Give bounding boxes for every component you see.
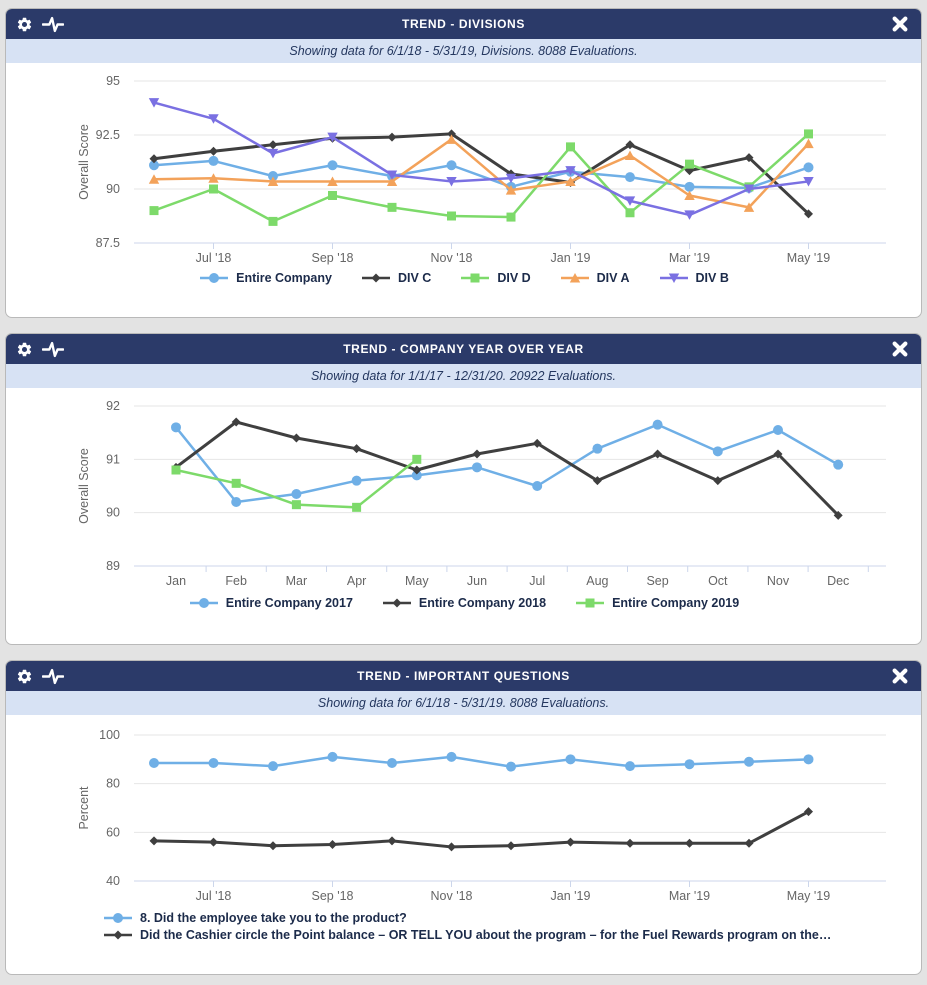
triangle-legend-marker-icon: [559, 271, 591, 285]
svg-text:Apr: Apr: [346, 574, 367, 588]
svg-text:May: May: [404, 574, 429, 588]
panel-header: [6, 661, 921, 691]
svg-text:90: 90: [106, 182, 120, 196]
close-icon[interactable]: [891, 667, 909, 685]
legend-item[interactable]: [198, 271, 332, 285]
circle-legend-marker-icon: [188, 596, 220, 610]
svg-text:Jun: Jun: [466, 574, 488, 588]
legend-label: Entire Company: [236, 271, 332, 285]
important-questions-chart-legend: [102, 911, 921, 942]
svg-text:Feb: Feb: [225, 574, 247, 588]
svg-text:Sep '18: Sep '18: [311, 889, 354, 903]
legend-label: Entire Company 2019: [612, 596, 740, 610]
svg-text:Oct: Oct: [708, 574, 728, 588]
svg-text:92: 92: [106, 399, 120, 413]
svg-text:Mar: Mar: [285, 574, 308, 588]
square-legend-marker-icon: [459, 271, 491, 285]
svg-text:Jan '19: Jan '19: [550, 251, 591, 265]
legend-label: Entire Company 2018: [418, 596, 547, 610]
svg-text:90: 90: [106, 505, 120, 520]
svg-text:Percent: Percent: [77, 786, 91, 830]
circle-legend-marker-icon: [102, 911, 134, 925]
svg-text:Dec: Dec: [827, 574, 850, 588]
panel-subtitle: Showing data for 1/1/17 - 12/31/20. 20922 Evaluations.: [6, 364, 921, 388]
close-icon[interactable]: [891, 15, 909, 33]
activity-icon[interactable]: [42, 668, 64, 685]
legend-item[interactable]: [459, 271, 530, 285]
legend-label: 8. Did the employee take you to the product?: [140, 911, 407, 925]
panel-trend-important-questions: [5, 660, 922, 975]
panel-subtitle: Showing data for 6/1/18 - 5/31/19. 8088 Evaluations.: [6, 691, 921, 715]
svg-text:Jan '19: Jan '19: [550, 889, 591, 903]
series-did-the-cashier-circle-the-point-balance-or-tell-you-about-the-program-for-the-fuel-rewards-program-on-the: [150, 807, 814, 851]
legend-label: DIV C: [397, 271, 432, 285]
svg-text:Jul: Jul: [529, 574, 546, 588]
svg-text:Sep '18: Sep '18: [311, 251, 354, 265]
diamond-legend-marker-icon: [102, 928, 134, 942]
gear-icon[interactable]: [16, 668, 33, 685]
legend-item[interactable]: [102, 928, 831, 942]
triangle-down-legend-marker-icon: [658, 271, 690, 285]
series-entire-company-2019: [172, 455, 422, 512]
year-over-year-trend-chart: [6, 394, 921, 590]
svg-text:May '19: May '19: [786, 889, 831, 903]
svg-text:91: 91: [106, 452, 120, 467]
panel-header: [6, 334, 921, 364]
svg-text:Mar '19: Mar '19: [668, 251, 711, 265]
close-icon[interactable]: [891, 340, 909, 358]
important-questions-trend-chart: [6, 721, 921, 907]
header-icons: [16, 661, 64, 691]
svg-text:Aug: Aug: [586, 574, 609, 588]
svg-text:Nov: Nov: [766, 574, 790, 588]
legend-label: DIV A: [596, 271, 630, 285]
panel-trend-year-over-year: [5, 333, 922, 645]
svg-text:Jul '18: Jul '18: [195, 889, 232, 903]
activity-icon[interactable]: [42, 341, 64, 358]
legend-item[interactable]: [360, 271, 431, 285]
svg-text:Sep: Sep: [646, 574, 669, 588]
svg-text:Jan: Jan: [165, 574, 187, 588]
svg-text:Nov '18: Nov '18: [430, 251, 473, 265]
series-div-b: [149, 98, 814, 220]
svg-text:40: 40: [106, 874, 120, 888]
gear-icon[interactable]: [16, 16, 33, 33]
panel-title: TREND - COMPANY YEAR OVER YEAR: [343, 342, 584, 356]
svg-text:Nov '18: Nov '18: [430, 889, 473, 903]
legend-item[interactable]: [102, 911, 407, 925]
divisions-trend-chart: [6, 69, 921, 265]
panel-subtitle: Showing data for 6/1/18 - 5/31/19, Divisions. 8088 Evaluations.: [6, 39, 921, 63]
legend-item[interactable]: [381, 596, 546, 610]
svg-text:60: 60: [106, 825, 120, 840]
panel-title: TREND - IMPORTANT QUESTIONS: [357, 669, 570, 683]
header-icons: [16, 9, 64, 39]
activity-icon[interactable]: [42, 16, 64, 33]
legend-item[interactable]: [188, 596, 353, 610]
year-over-year-chart-legend: [6, 596, 921, 610]
divisions-chart-legend: [6, 271, 921, 285]
svg-text:Overall Score: Overall Score: [77, 448, 91, 524]
svg-text:May '19: May '19: [786, 251, 831, 265]
legend-label: DIV D: [497, 271, 531, 285]
square-legend-marker-icon: [574, 596, 606, 610]
svg-text:89: 89: [106, 559, 120, 573]
gear-icon[interactable]: [16, 341, 33, 358]
svg-text:80: 80: [106, 776, 120, 791]
svg-text:92.5: 92.5: [95, 128, 120, 142]
diamond-legend-marker-icon: [360, 271, 392, 285]
series-entire-company-2018: [172, 418, 843, 520]
header-icons: [16, 334, 64, 364]
legend-item[interactable]: [574, 596, 739, 610]
svg-text:Mar '19: Mar '19: [668, 889, 711, 903]
legend-item[interactable]: [559, 271, 630, 285]
svg-text:100: 100: [99, 728, 120, 742]
panel-header: [6, 9, 921, 39]
panel-title: TREND - DIVISIONS: [402, 17, 525, 31]
legend-label: DIV B: [695, 271, 729, 285]
legend-label: Did the Cashier circle the Point balance – OR TELL YOU about the program – for the Fuel Rewards program on the…: [140, 928, 832, 942]
series-8-did-the-employee-take-you-to-the-product: [149, 752, 814, 772]
panel-trend-divisions: [5, 8, 922, 318]
series-div-d: [150, 129, 814, 225]
diamond-legend-marker-icon: [381, 596, 413, 610]
circle-legend-marker-icon: [198, 271, 230, 285]
svg-text:Jul '18: Jul '18: [195, 251, 232, 265]
svg-text:95: 95: [106, 74, 120, 88]
legend-label: Entire Company 2017: [225, 596, 353, 610]
legend-item[interactable]: [658, 271, 729, 285]
svg-text:Overall Score: Overall Score: [77, 124, 91, 200]
svg-text:87.5: 87.5: [95, 236, 120, 250]
